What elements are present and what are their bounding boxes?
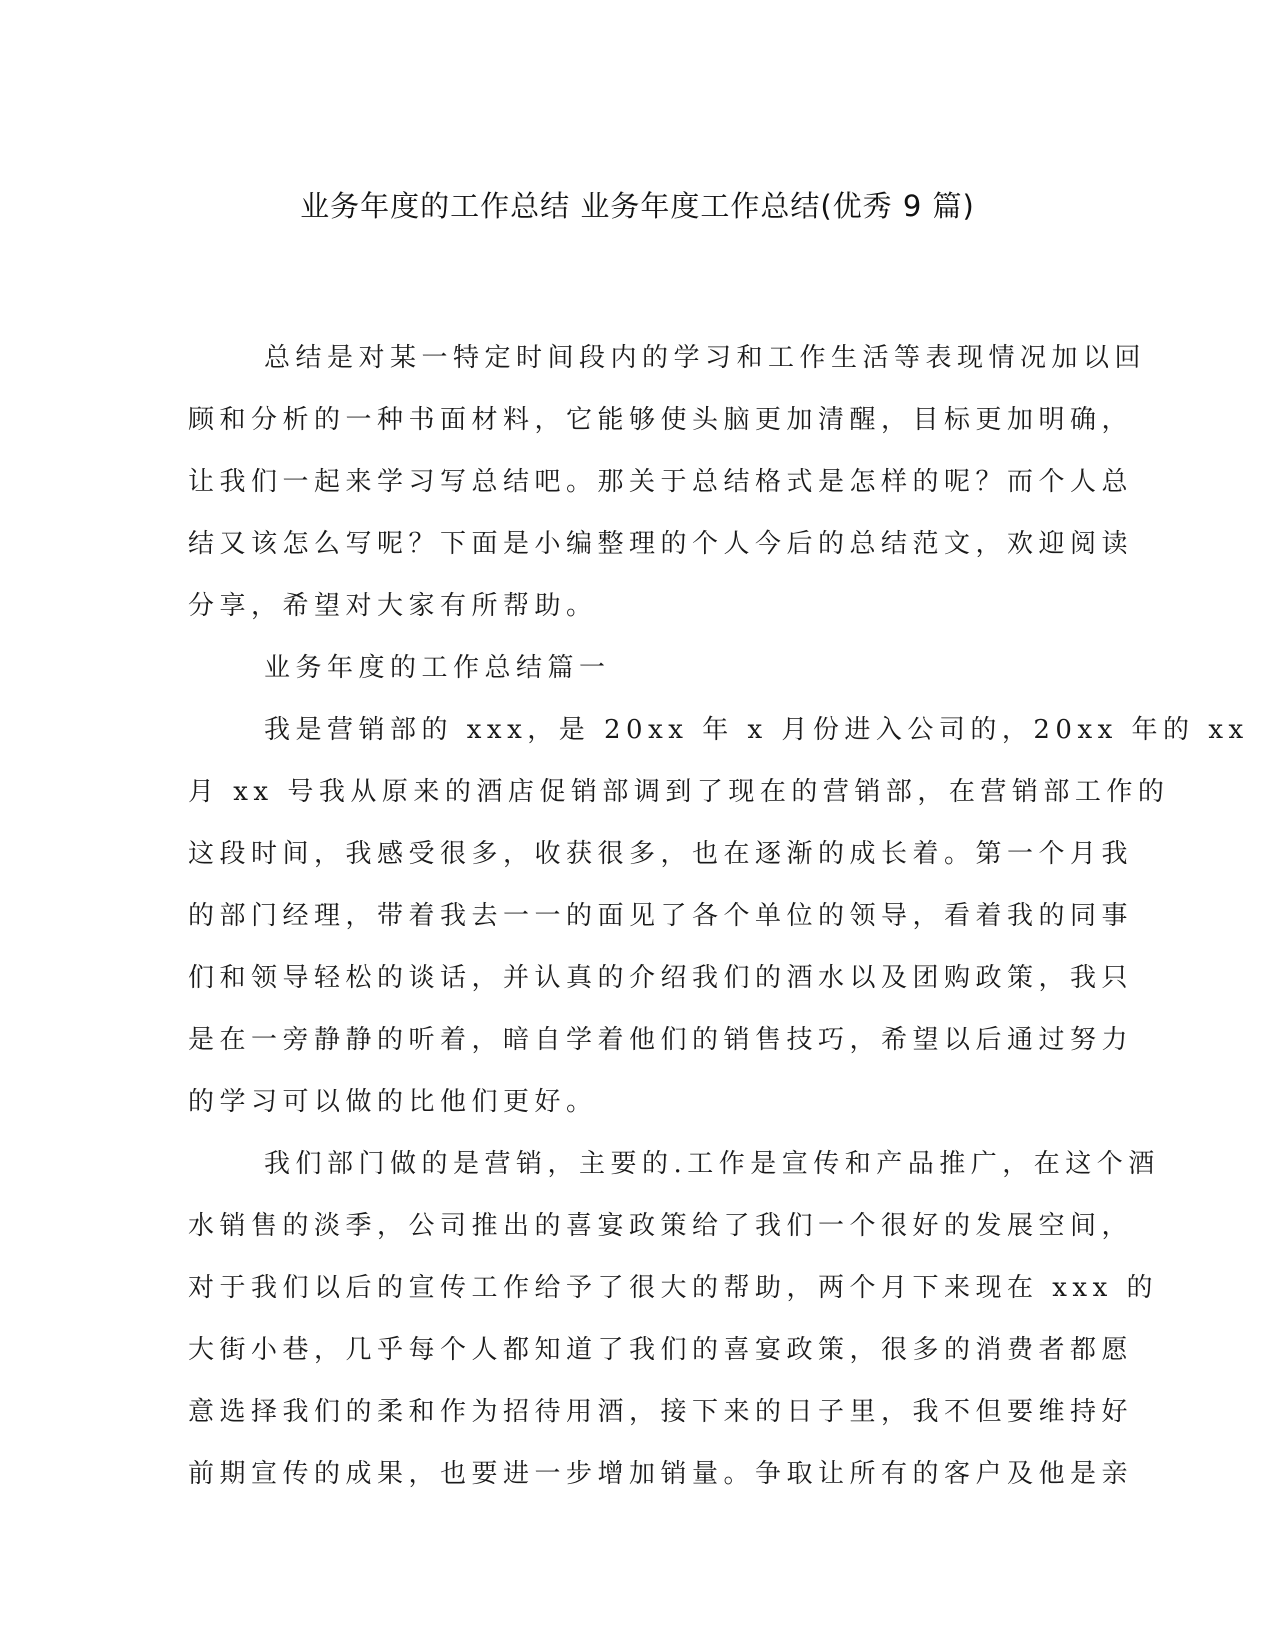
text-line: 对于我们以后的宣传工作给予了很大的帮助，两个月下来现在 xxx 的	[188, 1273, 1159, 1303]
text-line: 我们部门做的是营销，主要的.工作是宣传和产品推广，在这个酒	[264, 1149, 1160, 1179]
text-line: 们和领导轻松的谈话，并认真的介绍我们的酒水以及团购政策，我只	[188, 963, 1134, 993]
text-line: 顾和分析的一种书面材料，它能够使头脑更加清醒，目标更加明确，	[188, 405, 1134, 435]
text-line: 水销售的淡季，公司推出的喜宴政策给了我们一个很好的发展空间，	[188, 1211, 1134, 1241]
text-line: 我是营销部的 xxx，是 20xx 年 x 月份进入公司的，20xx 年的 xx	[264, 715, 1249, 745]
text-line: 大街小巷，几乎每个人都知道了我们的喜宴政策，很多的消费者都愿	[188, 1335, 1134, 1365]
text-line: 前期宣传的成果，也要进一步增加销量。争取让所有的客户及他是亲	[188, 1459, 1134, 1489]
document-body	[188, 327, 1249, 1505]
text-line: 分享，希望对大家有所帮助。	[188, 591, 598, 621]
text-line: 业务年度的工作总结篇一	[264, 653, 611, 683]
text-line: 意选择我们的柔和作为招待用酒，接下来的日子里，我不但要维持好	[188, 1397, 1134, 1427]
text-line: 结又该怎么写呢？下面是小编整理的个人今后的总结范文，欢迎阅读	[188, 529, 1134, 559]
paragraph-body-2	[188, 1133, 1160, 1505]
text-line: 这段时间，我感受很多，收获很多，也在逐渐的成长着。第一个月我	[188, 839, 1134, 869]
document-title: 业务年度的工作总结 业务年度工作总结(优秀 9 篇)	[300, 189, 975, 223]
text-line: 的学习可以做的比他们更好。	[188, 1087, 598, 1117]
paragraph-intro	[188, 327, 1147, 637]
text-line: 月 xx 号我从原来的酒店促销部调到了现在的营销部，在营销部工作的	[188, 777, 1170, 807]
text-line: 的部门经理，带着我去一一的面见了各个单位的领导，看着我的同事	[188, 901, 1134, 931]
paragraph-body-1	[188, 699, 1249, 1133]
text-line: 是在一旁静静的听着，暗自学着他们的销售技巧，希望以后通过努力	[188, 1025, 1134, 1055]
text-line: 总结是对某一特定时间段内的学习和工作生活等表现情况加以回	[264, 343, 1147, 373]
section-heading	[188, 637, 1076, 699]
text-line: 让我们一起来学习写总结吧。那关于总结格式是怎样的呢？而个人总	[188, 467, 1134, 497]
